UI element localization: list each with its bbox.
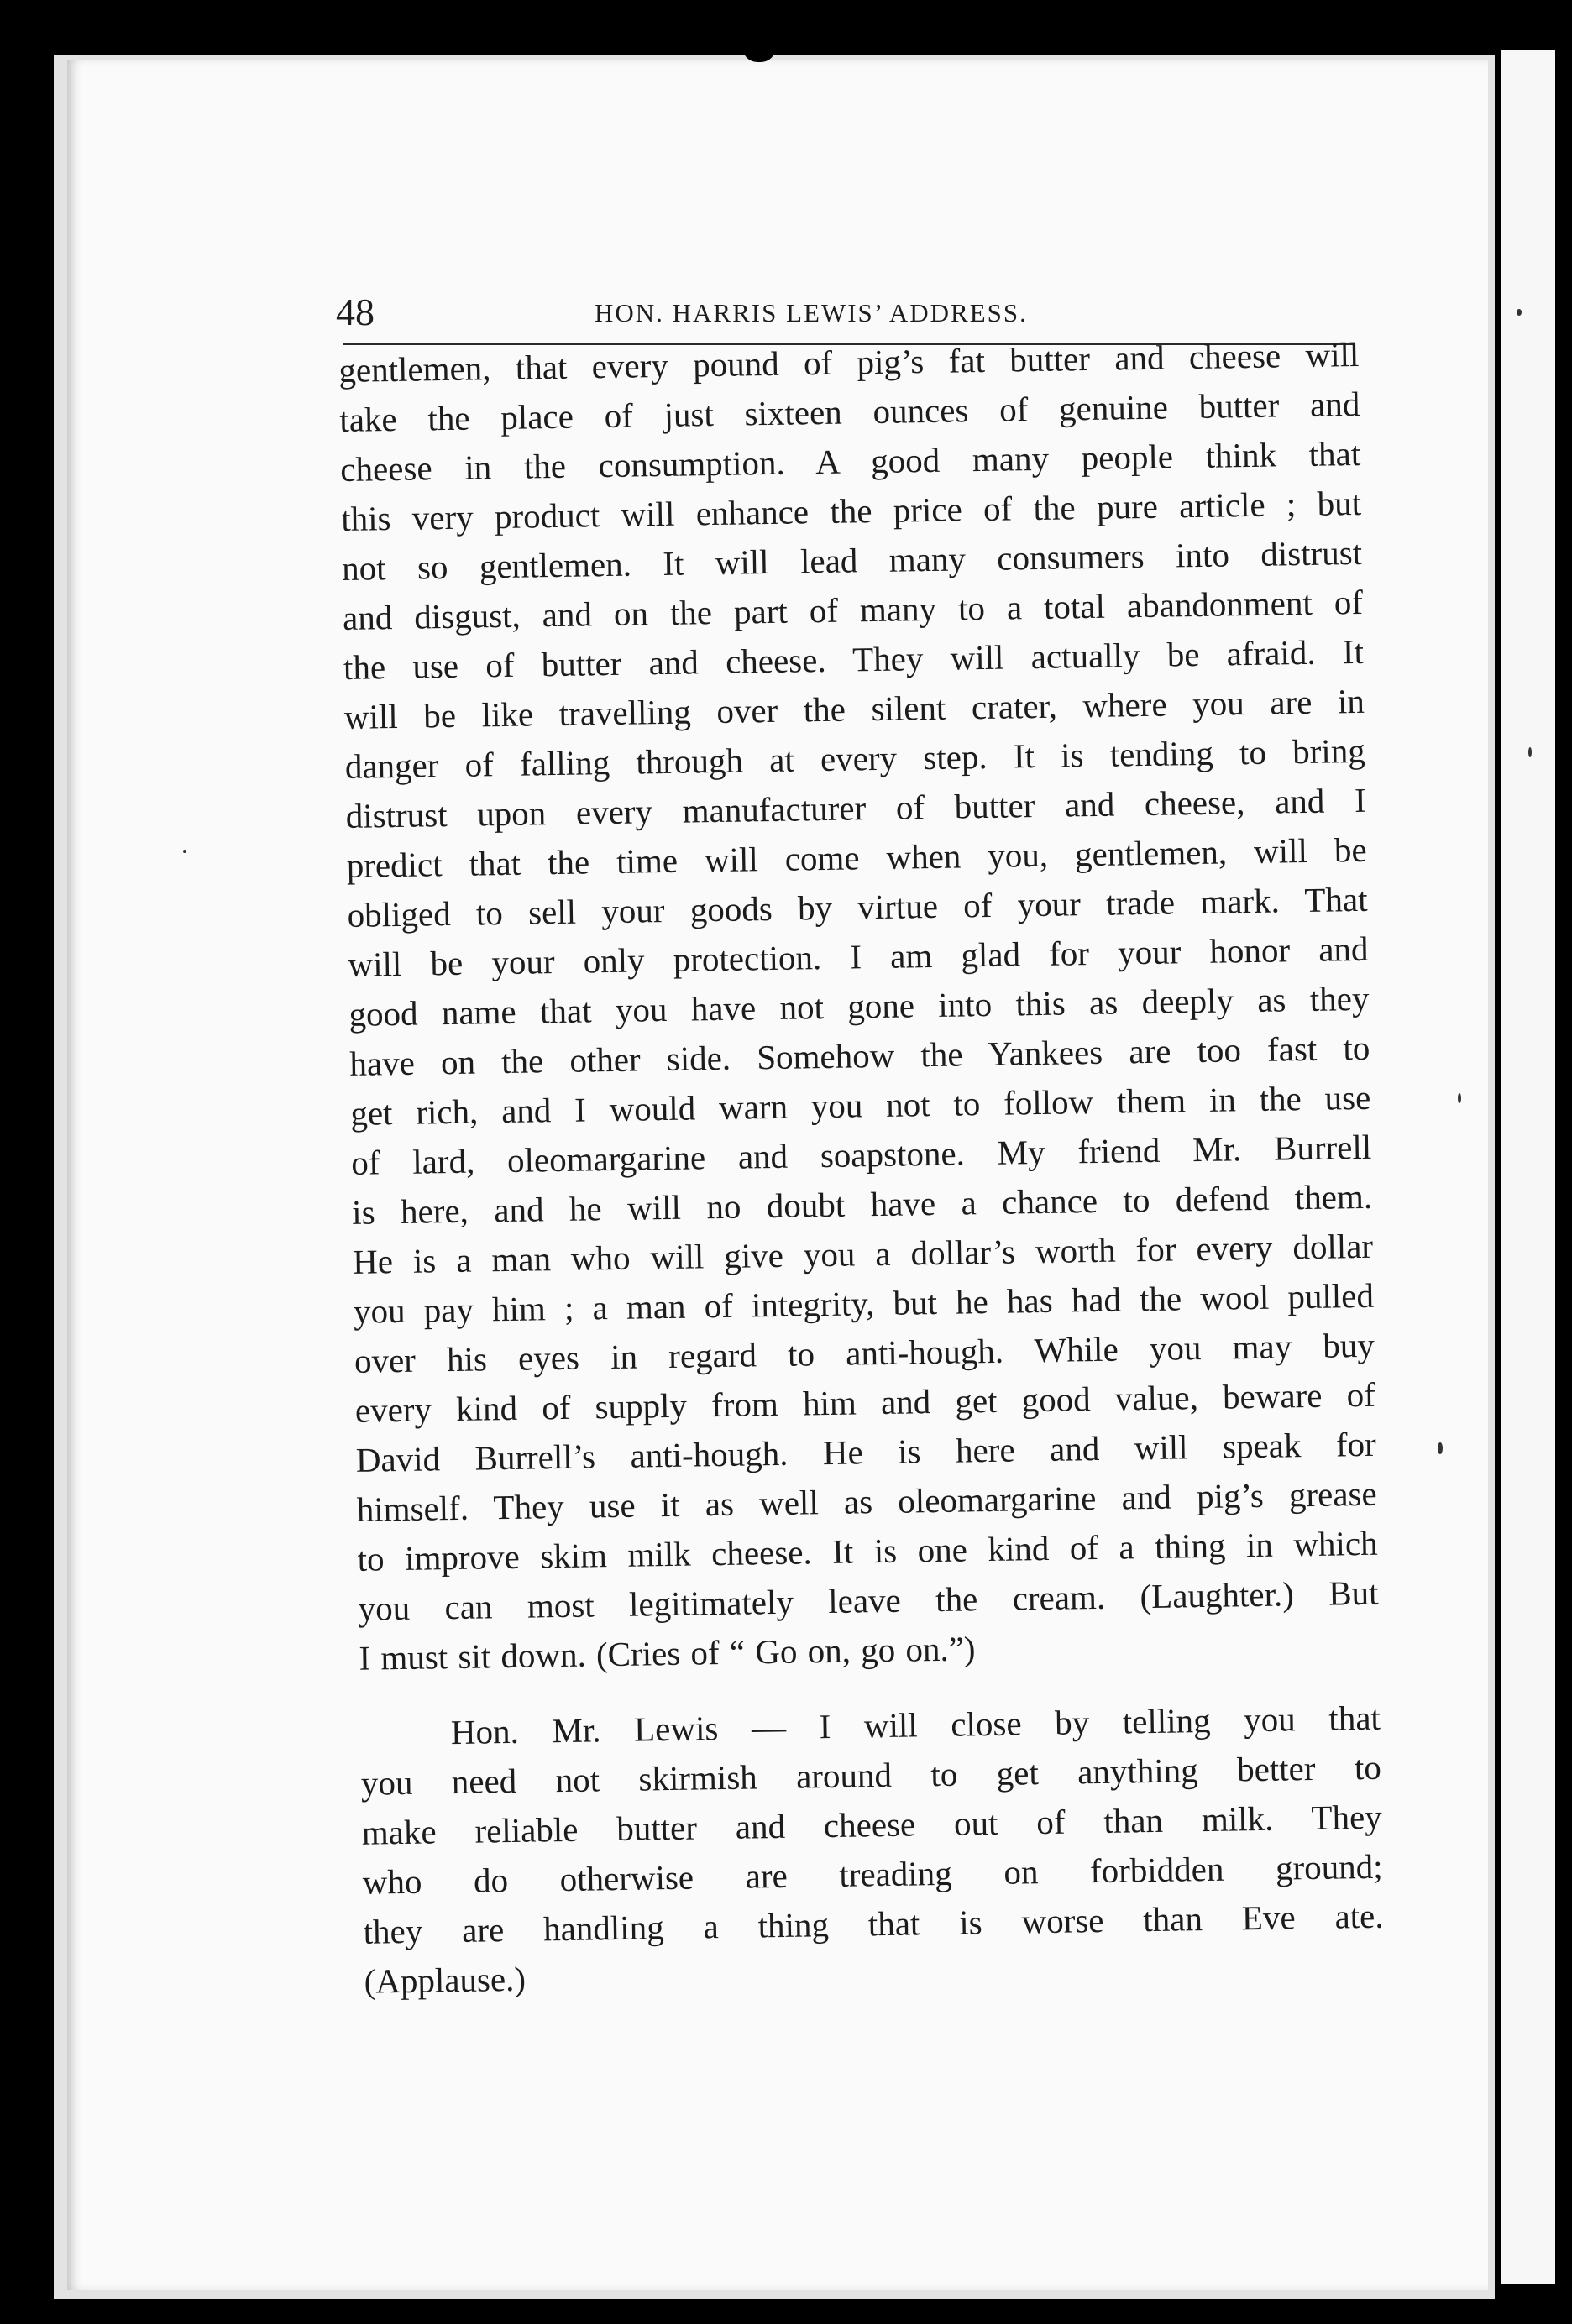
text-line: David Burrell’s anti-hough. He is here and will speak for [355, 1424, 1377, 1479]
text-line: the use of butter and cheese. They will actually be afraid. It [343, 631, 1365, 687]
paragraph-2 [360, 1693, 1385, 2007]
scan-speck [1458, 1093, 1461, 1103]
facing-page-edge [1501, 50, 1555, 2284]
text-line: will be your only protection. I am glad for your honor and [348, 929, 1369, 984]
text-line: cheese in the consumption. A good many people think that [339, 433, 1361, 489]
text-line: predict that the time will come when you, gentlemen, will be [346, 830, 1367, 885]
text-line: himself. They use it as well as oleomargarine and pig’s grease [356, 1473, 1377, 1529]
scan-speck [1438, 1442, 1443, 1454]
body-text [338, 330, 1385, 2007]
scan-speck [1517, 309, 1522, 316]
text-line: and disgust, and on the part of many to a total abandonment of [342, 582, 1364, 637]
text-line: they are handling a thing that is worse than Eve ate. [363, 1896, 1384, 1951]
paragraph-1 [338, 330, 1380, 1683]
page-number: 48 [336, 290, 375, 333]
text-line: this very product will enhance the price of the pure article ; but [340, 483, 1362, 538]
text-line: to improve skim milk cheese. It is one kind of a thing in which [357, 1523, 1378, 1578]
scan-speck [183, 850, 186, 853]
running-head: HON. HARRIS LEWIS’ ADDRESS. [595, 298, 1028, 327]
text-line: I must sit down. (Cries of “ Go on, go on.”) [359, 1629, 976, 1678]
text-line: Hon. Mr. Lewis — I will close by telling you that [450, 1698, 1381, 1752]
text-line: have on the other side. Somehow the Yankees are too fast to [349, 1028, 1370, 1083]
text-line: you can most legitimately leave the cream. (Laughter.) But [358, 1573, 1379, 1628]
text-line: who do otherwise are treading on forbidden ground; [362, 1846, 1383, 1902]
scan-speck [1528, 747, 1532, 757]
text-line: every kind of supply from him and get good value, beware of [354, 1374, 1376, 1430]
text-line: is here, and he will no doubt have a chance to defend them. [351, 1176, 1373, 1232]
text-line: (Applause.) [364, 1959, 527, 2001]
text-line: will be like travelling over the silent crater, where you are in [343, 681, 1365, 736]
text-line: you need not skirmish around to get anything better to [360, 1747, 1382, 1803]
text-line: good name that you have not gone into this as deeply as they [348, 978, 1370, 1034]
text-line: not so gentlemen. It will lead many consumers into distrust [341, 532, 1363, 588]
text-line: distrust upon every manufacturer of butter and cheese, and I [345, 780, 1367, 835]
text-line: He is a man who will give you a dollar’s worth for every dollar [352, 1226, 1374, 1281]
text-line: danger of falling through at every step. It is tending to bring [344, 730, 1366, 786]
text-line: gentlemen, that every pound of pig’s fat butter and cheese will [338, 334, 1360, 390]
text-line: you pay him ; a man of integrity, but he has had the wool pulled [353, 1275, 1375, 1331]
text-line: of lard, oleomargarine and soapstone. My friend Mr. Burrell [350, 1127, 1372, 1182]
text-line: make reliable butter and cheese out of than milk. They [361, 1797, 1383, 1852]
text-line: get rich, and I would warn you not to follow them in the use [349, 1077, 1371, 1133]
text-line: over his eyes in regard to anti-hough. While you may buy [354, 1325, 1376, 1380]
text-line: obliged to sell your goods by virtue of your trade mark. That [347, 879, 1368, 934]
text-line: take the place of just sixteen ounces of genuine butter and [339, 384, 1360, 439]
